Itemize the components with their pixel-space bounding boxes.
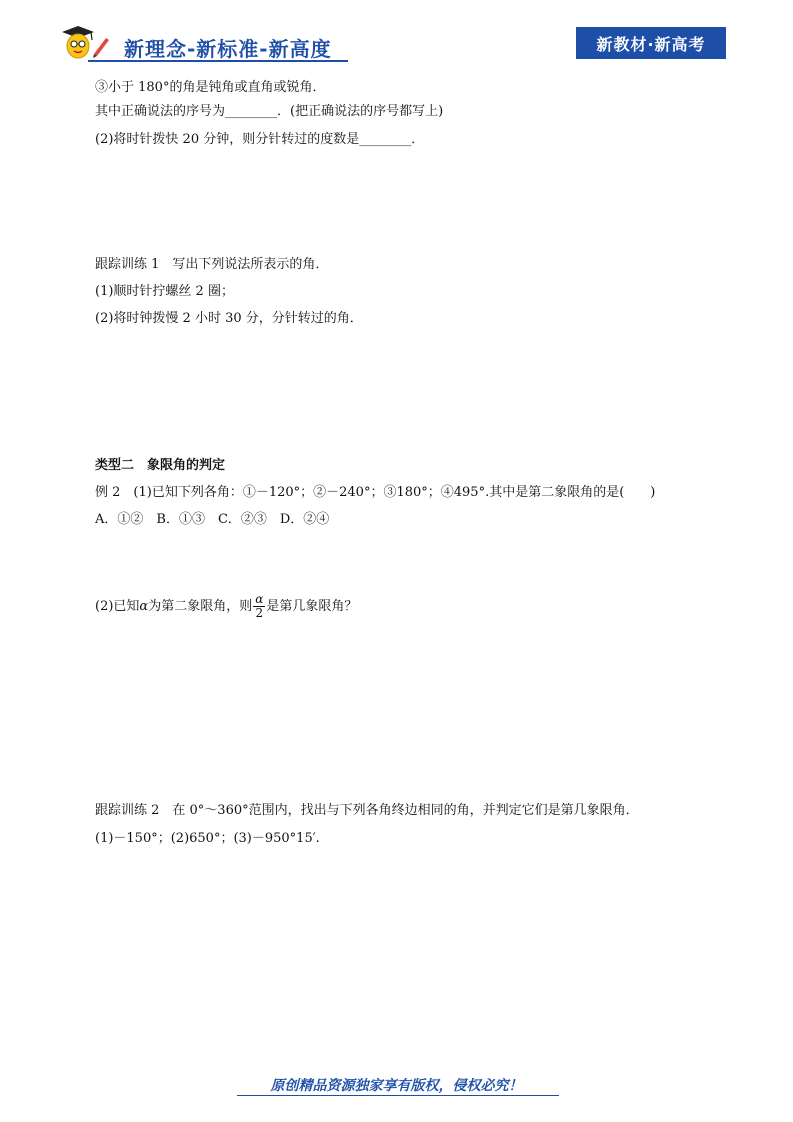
exercise-2-title: 跟踪训练 2 在 0°～360°范围内，找出与下列各角终边相同的角，并判定它们是第几象限角． bbox=[95, 803, 639, 818]
fraction-alpha-over-2 bbox=[253, 593, 265, 620]
fraction-numerator: α bbox=[255, 592, 264, 606]
example-2-part-2 bbox=[95, 592, 357, 622]
alpha-symbol: α bbox=[139, 599, 149, 614]
exercise-1-title: 跟踪训练 1 写出下列说法所表示的角． bbox=[95, 257, 329, 272]
footer-underline bbox=[237, 1095, 559, 1096]
question-2: (2)将时针拨快 20 分钟，则分针转过的度数是________． bbox=[95, 132, 425, 147]
text-segment: (2)已知 bbox=[95, 599, 140, 614]
student-mascot-icon bbox=[58, 24, 118, 64]
example-2-options: A．①② B．①③ C．②③ D．②④ bbox=[95, 512, 330, 527]
brand-slogan: 新理念-新标准-新高度 bbox=[124, 37, 332, 61]
exercise-2-angles: (1)－150°；(2)650°；(3)－950°15′. bbox=[95, 831, 320, 846]
brand-logo bbox=[58, 24, 350, 64]
text-segment: 为第二象限角，则 bbox=[148, 599, 253, 614]
text-segment: 是第几象限角？ bbox=[266, 599, 358, 614]
textbook-badge: 新教材·新高考 bbox=[576, 27, 726, 59]
copyright-notice: 原创精品资源独家享有版权，侵权必究！ bbox=[270, 1078, 523, 1094]
fraction-denominator: 2 bbox=[255, 606, 264, 620]
statement-3: ③小于 180°的角是钝角或直角或锐角． bbox=[95, 80, 326, 95]
section-heading: 类型二 象限角的判定 bbox=[95, 458, 226, 473]
example-2-part-1: 例 2 (1)已知下列各角：①－120°；②－240°；③180°；④495°.其中是第二象限角的是( ) bbox=[95, 485, 656, 500]
exercise-1-part-2: (2)将时钟拨慢 2 小时 30 分，分针转过的角． bbox=[95, 311, 363, 326]
answer-prompt: 其中正确说法的序号为________．(把正确说法的序号都写上) bbox=[95, 104, 444, 119]
exercise-1-part-1: (1)顺时针拧螺丝 2 圈； bbox=[95, 284, 234, 299]
